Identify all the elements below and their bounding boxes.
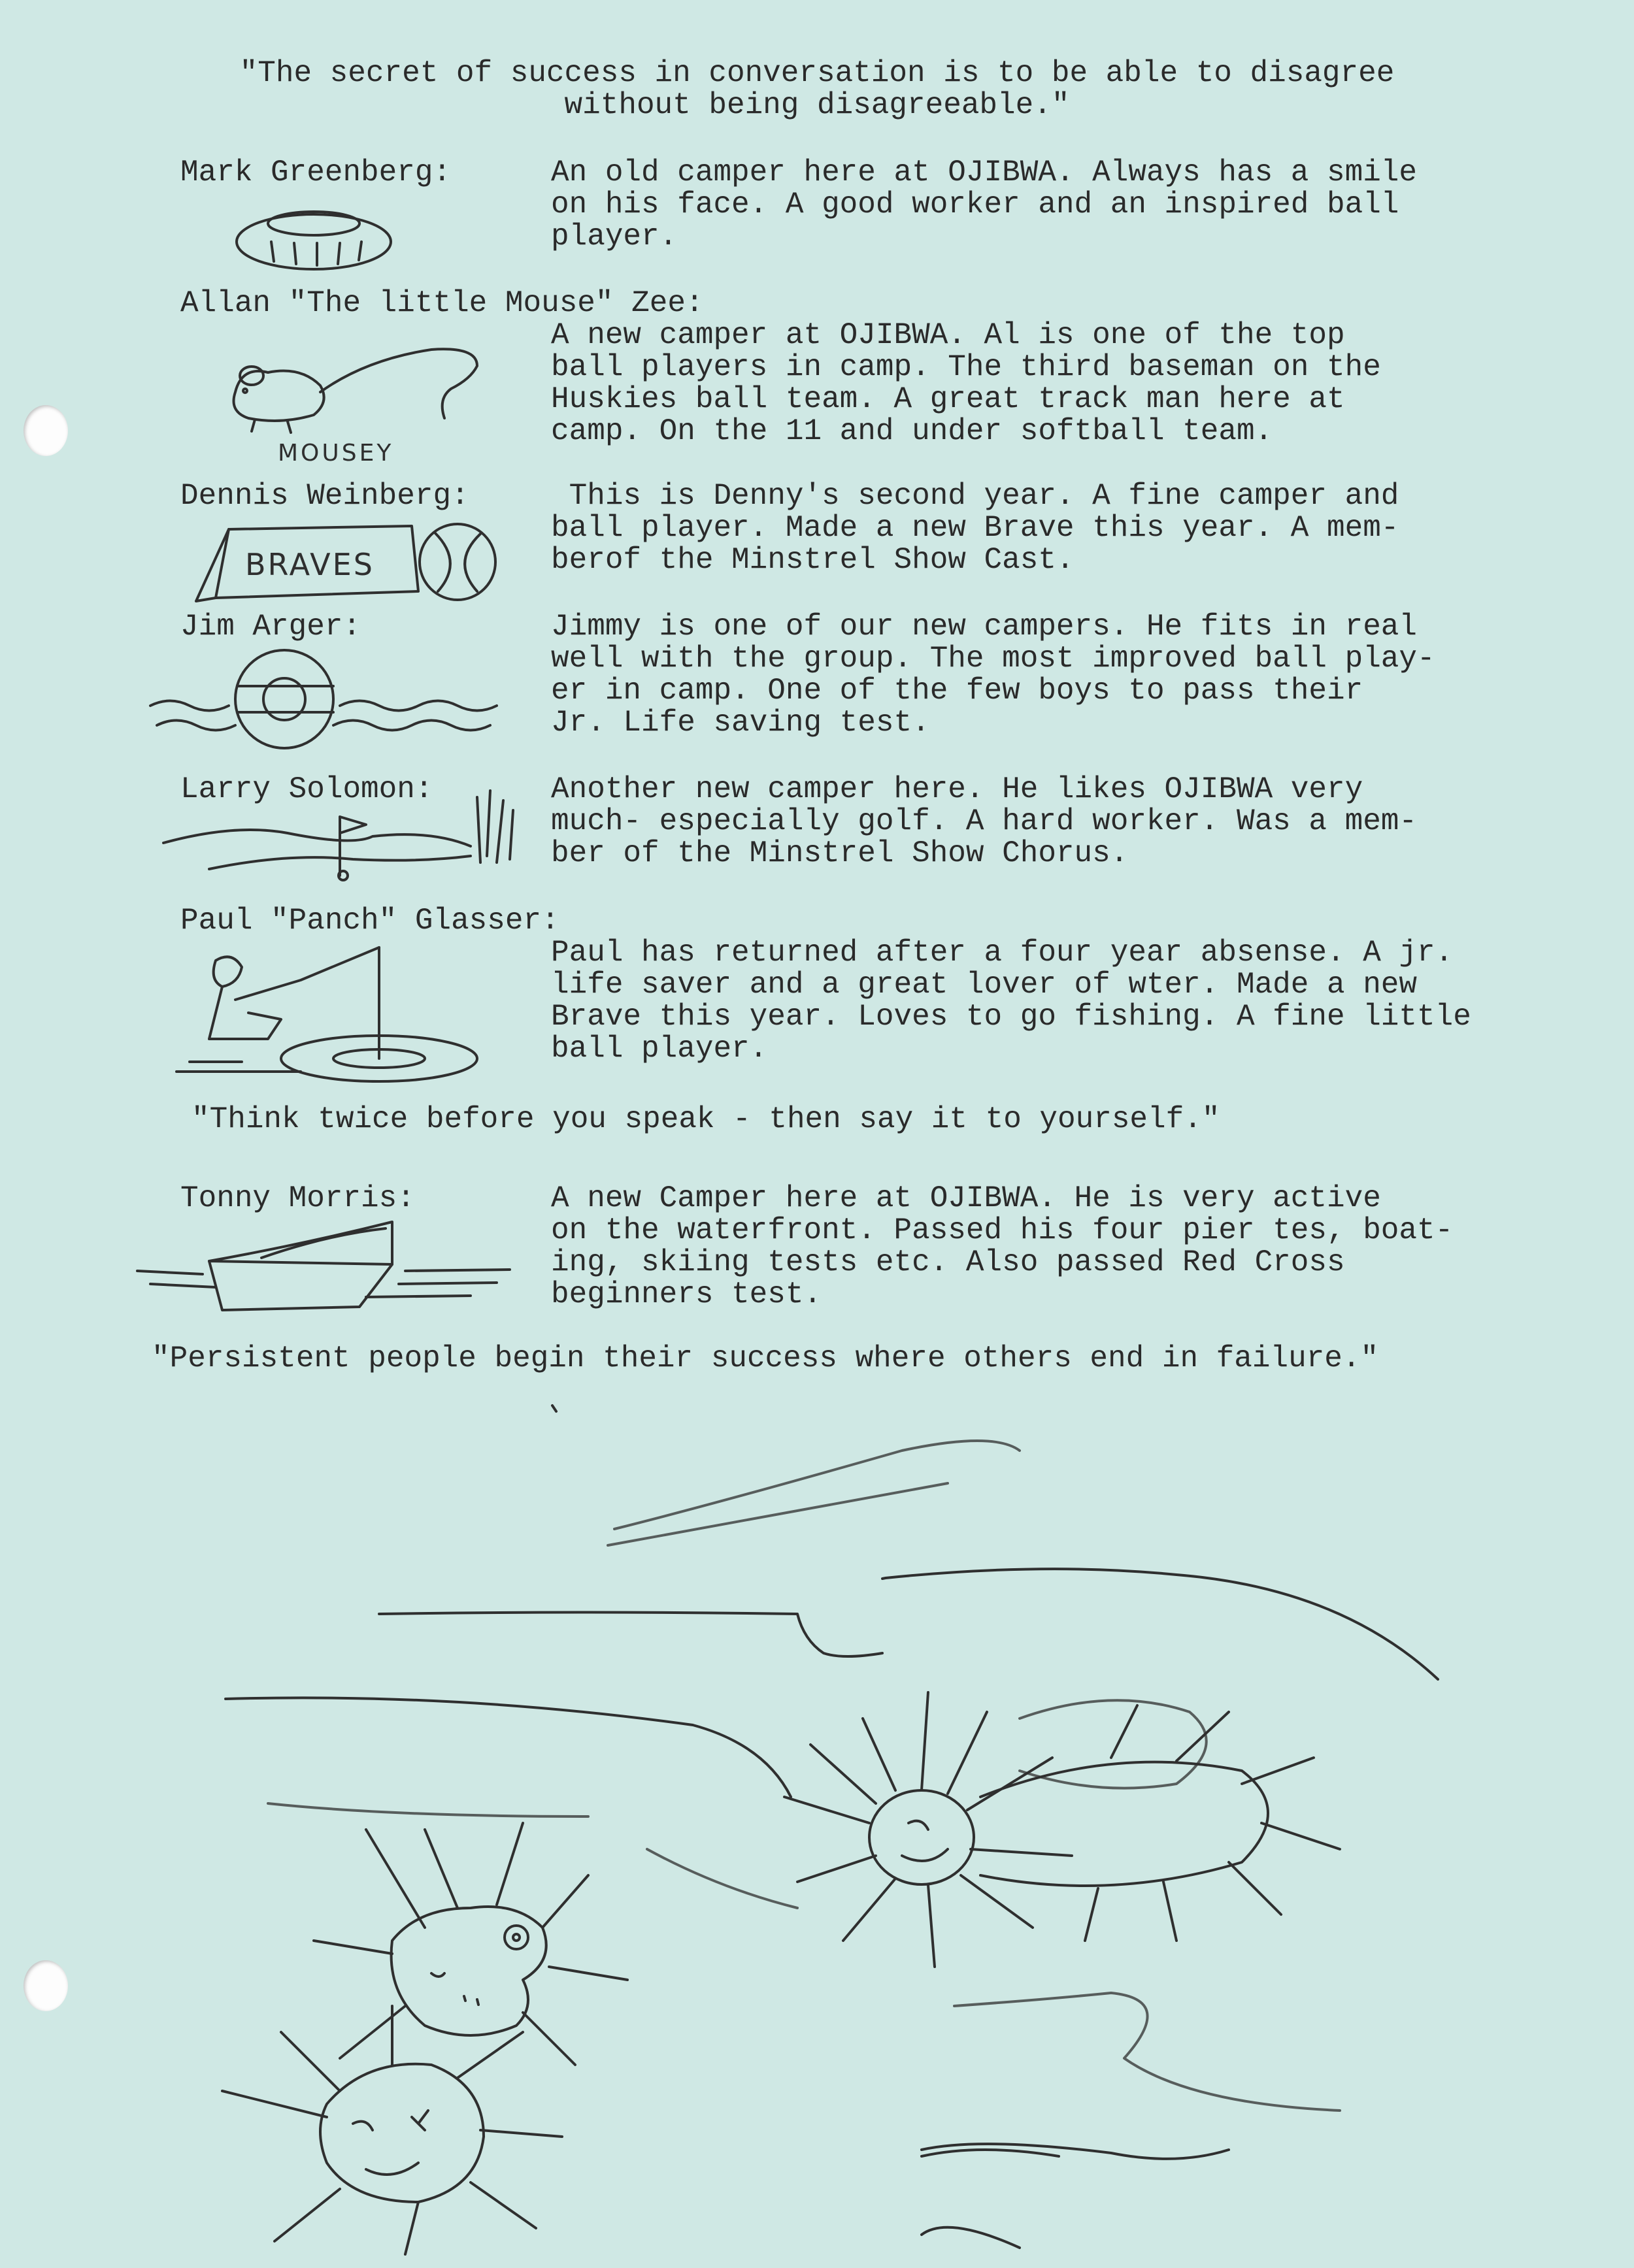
camper-text-line: An old camper here at OJIBWA. Always has a smile <box>551 156 1418 189</box>
camper-text-line: ball player. Made a new Brave this year. A mem- <box>551 511 1399 545</box>
camper-name-larry-solomon: Larry Solomon: <box>180 772 433 806</box>
camper-text-line: A new Camper here at OJIBWA. He is very active <box>551 1181 1381 1215</box>
braves-sign-drawing <box>190 519 510 611</box>
cap-drawing <box>232 196 395 274</box>
camper-text-line: ber of the Minstrel Show Chorus. <box>551 836 1129 870</box>
camper-text-line: Brave this year. Loves to go fishing. A fine little <box>551 1000 1471 1034</box>
quote-top-line1: "The secret of success in conversation is to be able to disagree <box>239 56 1395 90</box>
quote-bottom: "Persistent people begin their success where others end in failure." <box>152 1341 1379 1375</box>
creature-two <box>222 2006 562 2254</box>
creature-three <box>784 1692 1340 1967</box>
fishing-drawing <box>170 941 510 1085</box>
mouse-drawing <box>216 340 490 470</box>
camper-text-line: camp. On the 11 and under softball team. <box>551 414 1273 448</box>
camper-text-line: berof the Minstrel Show Cast. <box>551 543 1075 577</box>
quote-top-line2: without being disagreeable." <box>564 88 1070 122</box>
camper-text-line: life saver and a great lover of wter. Made a new <box>551 968 1418 1002</box>
binder-hole-top <box>24 405 68 456</box>
camper-text-line: Jr. Life saving test. <box>551 706 930 740</box>
braves-sign-text: BRAVES <box>245 547 375 582</box>
camper-name-jim-arger: Jim Arger: <box>180 610 361 644</box>
camper-text-line: player. <box>551 220 678 254</box>
camper-text-line: ing, skiing tests etc. Also passed Red Cross <box>551 1245 1345 1279</box>
camper-text-line: much- especially golf. A hard worker. Was a mem- <box>551 804 1418 838</box>
camper-text-line: Another new camper here. He likes OJIBWA very <box>551 772 1363 806</box>
camper-name-paul-glasser: Paul "Panch" Glasser: <box>180 904 559 938</box>
camper-name-tonny-morris: Tonny Morris: <box>180 1181 415 1215</box>
camper-name-dennis-weinberg: Dennis Weinberg: <box>180 479 469 513</box>
camper-text-line: Jimmy is one of our new campers. He fits in real <box>551 610 1418 644</box>
sea-creatures-drawing <box>0 1405 1634 2268</box>
camper-text-line: Huskies ball team. A great track man here at <box>551 382 1345 416</box>
quote-middle: "Think twice before you speak - then say it to yourself." <box>192 1102 1220 1136</box>
mouse-label: MOUSEY <box>278 440 394 467</box>
camper-text-line: ball players in camp. The third baseman on the <box>551 350 1381 384</box>
camper-text-line: Paul has returned after a four year absense. A jr. <box>551 936 1454 970</box>
camper-text-line: on his face. A good worker and an inspired ball <box>551 188 1399 222</box>
camper-text-line: on the waterfront. Passed his four pier tes, boat- <box>551 1213 1454 1247</box>
camper-text-line: A new camper at OJIBWA. Al is one of the top <box>551 318 1345 352</box>
creature-one <box>314 1823 627 2065</box>
life-ring-drawing <box>144 647 536 751</box>
golf-drawing <box>157 784 523 889</box>
camper-text-line: This is Denny's second year. A fine camper and <box>551 479 1399 513</box>
camper-name-allan-zee: Allan "The little Mouse" Zee: <box>180 286 704 320</box>
camper-text-line: well with the group. The most improved ball play- <box>551 642 1435 676</box>
camper-text-line: er in camp. One of the few boys to pass their <box>551 674 1363 708</box>
camper-text-line: ball player. <box>551 1032 768 1066</box>
camper-text-line: beginners test. <box>551 1277 822 1311</box>
boat-drawing <box>131 1219 523 1323</box>
camper-name-mark-greenberg: Mark Greenberg: <box>180 156 452 189</box>
